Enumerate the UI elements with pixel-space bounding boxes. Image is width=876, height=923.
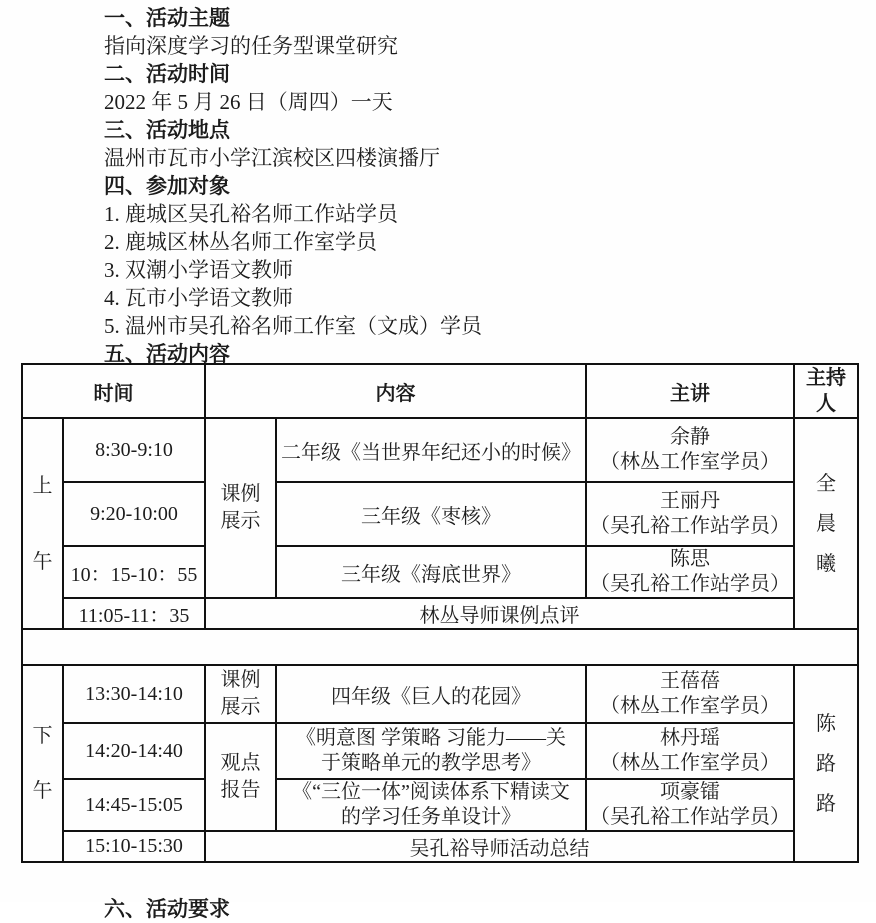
type-line: 展示	[220, 696, 261, 718]
table-row-morning-2	[22, 482, 858, 546]
host-header-line2: 人	[816, 393, 836, 415]
schedule-table	[21, 363, 859, 863]
theme-text: 指向深度学习的任务型课堂研究	[104, 34, 398, 58]
type-cell-demo-morning	[205, 418, 276, 598]
speaker-org: （吴孔裕工作站学员）	[590, 515, 790, 537]
content-cell	[276, 779, 586, 831]
speaker-org: （林丛工作室学员）	[600, 695, 780, 717]
section-heading-content: 五、活动内容	[104, 342, 230, 366]
type-cell-report	[205, 723, 276, 831]
speaker-cell	[586, 482, 794, 546]
section-heading-time: 二、活动时间	[104, 62, 230, 86]
content-cell: 四年级《巨人的花园》	[276, 665, 586, 723]
speaker-name: 陈思	[670, 548, 710, 570]
content-span-cell: 林丛导师课例点评	[205, 598, 794, 629]
content-cell	[276, 723, 586, 779]
type-line: 课例	[220, 483, 261, 505]
col-header-time: 时间	[22, 364, 205, 418]
speaker-org: （吴孔裕工作站学员）	[590, 573, 790, 595]
separator-row	[22, 629, 858, 665]
speaker-cell	[586, 665, 794, 723]
speaker-cell	[586, 723, 794, 779]
time-cell: 10：15-10：55	[63, 546, 205, 598]
type-line: 报告	[220, 779, 261, 801]
type-line: 课例	[220, 669, 261, 691]
host-char: 曦	[816, 552, 836, 575]
period-char: 下	[32, 724, 53, 747]
speaker-org: （林丛工作室学员）	[600, 752, 780, 774]
table-row-afternoon-4	[22, 831, 858, 862]
table-row-morning-4	[22, 598, 858, 629]
section-heading-participants: 四、参加对象	[104, 174, 230, 198]
time-cell: 8:30-9:10	[63, 418, 205, 482]
location-text: 温州市瓦市小学江滨校区四楼演播厅	[104, 146, 440, 170]
table-row-morning-3	[22, 546, 858, 598]
speaker-org: （林丛工作室学员）	[600, 451, 780, 473]
speaker-name: 王蓓蓓	[660, 670, 720, 692]
empty-gap-cell	[22, 629, 858, 665]
type-line: 展示	[220, 510, 261, 532]
host-char: 陈	[816, 712, 836, 735]
speaker-name: 项豪镭	[660, 781, 720, 803]
speaker-cell	[586, 418, 794, 482]
type-cell-demo-afternoon	[205, 665, 276, 723]
participant-item-5: 5. 温州市吴孔裕名师工作室（文成）学员	[104, 314, 482, 338]
time-text: 2022 年 5 月 26 日（周四）一天	[104, 90, 393, 114]
type-line: 观点	[220, 752, 261, 774]
content-cell: 三年级《枣核》	[276, 482, 586, 546]
col-header-content: 内容	[205, 364, 586, 418]
col-header-speaker: 主讲	[586, 364, 794, 418]
speaker-name: 林丹瑶	[660, 727, 720, 749]
time-cell: 11:05-11：35	[63, 598, 205, 629]
period-afternoon	[22, 665, 63, 862]
time-cell: 15:10-15:30	[63, 831, 205, 862]
host-char: 全	[816, 472, 836, 495]
time-cell: 9:20-10:00	[63, 482, 205, 546]
content-span-cell: 吴孔裕导师活动总结	[205, 831, 794, 862]
content-cell: 三年级《海底世界》	[276, 546, 586, 598]
speaker-name: 余静	[670, 426, 710, 448]
host-char: 路	[816, 792, 836, 815]
table-row-afternoon-2	[22, 723, 858, 779]
table-row-afternoon-1	[22, 665, 858, 723]
time-cell: 14:45-15:05	[63, 779, 205, 831]
content-line: 《明意图 学策略 习能力——关	[296, 727, 566, 749]
participant-item-3: 3. 双潮小学语文教师	[104, 258, 293, 282]
table-header-row	[22, 364, 858, 418]
speaker-name: 王丽丹	[660, 490, 720, 512]
table-row-morning-1	[22, 418, 858, 482]
time-cell: 13:30-14:10	[63, 665, 205, 723]
section-heading-location: 三、活动地点	[104, 118, 230, 142]
period-char: 午	[32, 779, 53, 802]
content-cell: 二年级《当世界年纪还小的时候》	[276, 418, 586, 482]
speaker-cell	[586, 779, 794, 831]
col-header-host	[794, 364, 858, 418]
period-morning	[22, 418, 63, 629]
period-char: 上	[32, 474, 53, 497]
section-heading-theme: 一、活动主题	[104, 6, 230, 30]
speaker-cell	[586, 546, 794, 598]
host-char: 晨	[816, 512, 836, 535]
host-afternoon	[794, 665, 858, 862]
participant-item-2: 2. 鹿城区林丛名师工作室学员	[104, 230, 377, 254]
host-char: 路	[816, 752, 836, 775]
table-row-afternoon-3	[22, 779, 858, 831]
period-char: 午	[32, 550, 53, 573]
cutoff-heading: 六、活动要求	[104, 897, 230, 921]
participant-item-1: 1. 鹿城区吴孔裕名师工作站学员	[104, 202, 398, 226]
host-header-line1: 主持	[806, 367, 846, 389]
speaker-org: （吴孔裕工作站学员）	[590, 806, 790, 828]
host-morning	[794, 418, 858, 629]
intro-block	[104, 4, 482, 368]
time-cell: 14:20-14:40	[63, 723, 205, 779]
content-line: 于策略单元的教学思考》	[321, 752, 541, 774]
participant-item-4: 4. 瓦市小学语文教师	[104, 286, 293, 310]
content-line: 《“三位一体”阅读体系下精读文	[292, 781, 570, 803]
content-line: 的学习任务单设计》	[341, 806, 521, 828]
